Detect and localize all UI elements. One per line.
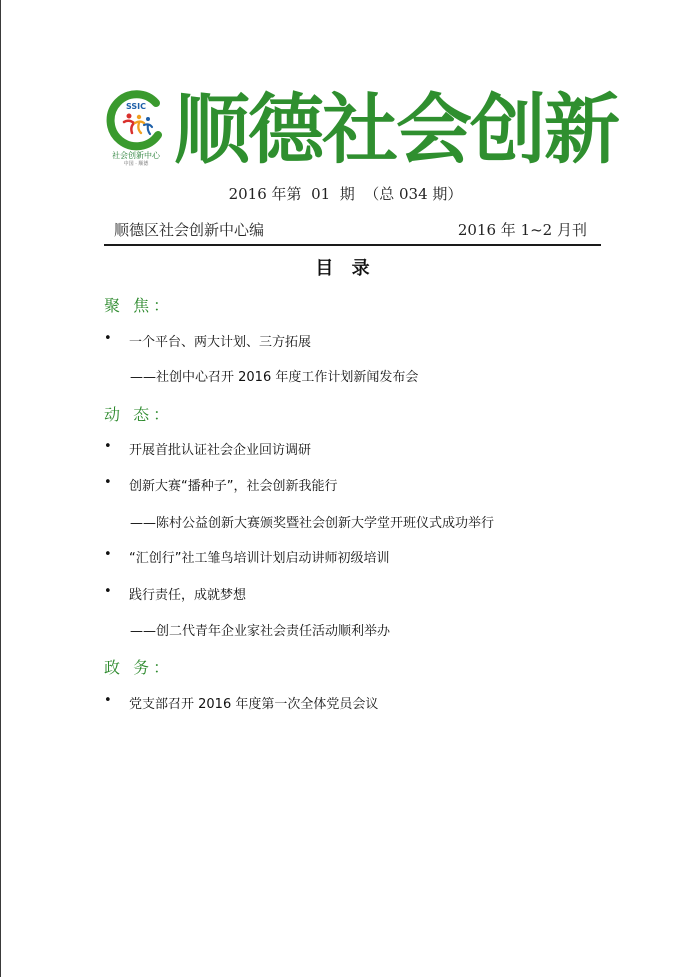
- logo-ssic-text: SSIC: [126, 102, 147, 111]
- logo-subcaption: 中国 · 顺德: [123, 161, 149, 167]
- toc-item-subtitle: ——创二代青年企业家社会责任活动顺利举办: [130, 624, 391, 639]
- toc-item-title: “汇创行”社工雏鸟培训计划启动讲师初级培训: [129, 551, 390, 566]
- section-heading-news: 动 态：: [104, 405, 174, 424]
- toc-item-subtitle: ——陈村公益创新大赛颁奖暨社会创新大学堂开班仪式成功举行: [130, 516, 495, 531]
- page-left-border: [0, 0, 1, 977]
- editor-credit: 顺德区社会创新中心编: [114, 221, 265, 239]
- ssic-logo-mark: [104, 89, 168, 151]
- toc-item-title: 一个平台、两大计划、三方拓展: [129, 335, 312, 350]
- bullet: •: [104, 331, 112, 346]
- header-divider: [104, 244, 601, 246]
- ssic-logo: [104, 89, 166, 169]
- section-heading-government: 政 务：: [104, 658, 174, 677]
- bullet: •: [104, 439, 112, 454]
- bullet: •: [104, 584, 112, 599]
- section-heading-focus: 聚 焦：: [104, 296, 174, 315]
- toc-item-title: 开展首批认证社会企业回访调研: [129, 443, 312, 458]
- toc-item-title: 党支部召开 2016 年度第一次全体党员会议: [129, 697, 379, 712]
- logo-caption: 社会创新中心: [112, 151, 160, 160]
- issue-number: 2016 年第 01 期 （总 034 期）: [228, 185, 463, 203]
- toc-item-title: 践行责任，成就梦想: [129, 588, 247, 603]
- toc-item-subtitle: ——社创中心召开 2016 年度工作计划新闻发布会: [130, 370, 419, 385]
- publication-date: 2016 年 1~2 月刊: [457, 221, 587, 239]
- bullet: •: [104, 547, 112, 562]
- bullet: •: [104, 475, 112, 490]
- masthead-title: 顺德社会创新: [174, 85, 618, 174]
- bullet: •: [104, 693, 112, 708]
- toc-title: 目 录: [315, 258, 376, 279]
- toc-item-title: 创新大赛“播种子”，社会创新我能行: [129, 479, 338, 494]
